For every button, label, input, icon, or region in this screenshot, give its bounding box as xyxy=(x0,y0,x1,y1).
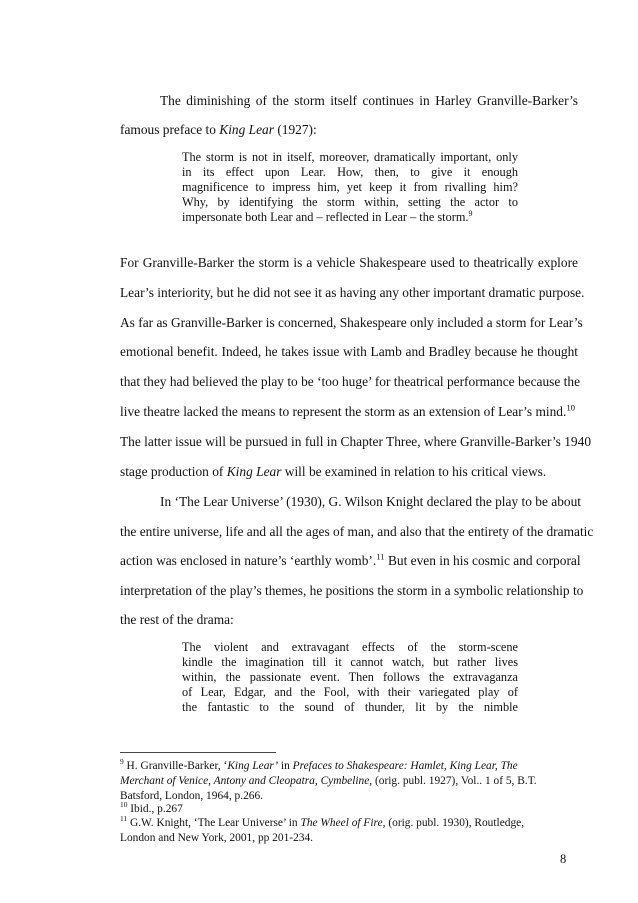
footnote-ref[interactable]: 10 xyxy=(566,402,576,413)
body-line: As far as Granville-Barker is concerned, Shakespeare only included a storm for Lear’s xyxy=(120,315,583,330)
quote-line: kindle the imagination till it cannot watch, but rather lives xyxy=(182,655,518,669)
footnote-text: (orig. publ. 1930), Routledge, xyxy=(385,817,525,829)
footnote-separator xyxy=(120,752,276,753)
footnote-italic: Prefaces to Shakespeare: Hamlet, King Lear, The xyxy=(292,760,518,772)
page-number: 8 xyxy=(560,852,567,866)
footnote-italic: Merchant of Venice, Antony and Cleopatra, Cymbeline xyxy=(120,775,370,787)
body-line xyxy=(120,122,578,138)
footnote-11 xyxy=(120,814,550,831)
footnote-italic: King Lear’ xyxy=(227,760,279,772)
footnote-ref[interactable]: 9 xyxy=(468,208,473,218)
body-text: famous preface to xyxy=(120,122,220,137)
body-text: live theatre lacked the means to represent the storm as an extension of Lear’s mind. xyxy=(120,404,567,419)
quote-line: the fantastic to the sound of thunder, lit by the nimble xyxy=(182,700,518,714)
body-line xyxy=(120,551,581,569)
body-line: The latter issue will be pursued in full in Chapter Three, where Granville-Barker’s 1940 xyxy=(120,434,592,449)
body-line: Lear’s interiority, but he did not see it as having any other important dramatic purpose. xyxy=(120,285,585,300)
quote-line: magnificence to impress him, yet keep it from rivalling him? xyxy=(182,180,518,194)
footnote-11-line2: London and New York, 2001, pp 201-234. xyxy=(120,832,313,844)
quote-line: The violent and extravagant effects of the storm-scene xyxy=(182,640,518,654)
body-text: will be examined in relation to his critical views. xyxy=(281,464,547,479)
body-line: interpretation of the play’s themes, he positions the storm in a symbolic relationship to xyxy=(120,583,584,598)
footnote-text: in xyxy=(278,760,293,772)
footnote-text: Ibid., p.267 xyxy=(127,803,183,815)
footnote-number: 11 xyxy=(120,814,128,824)
footnote-text: , (orig. publ. 1927), Vol.. 1 of 5, B.T. xyxy=(369,775,537,787)
body-text: action was enclosed in nature’s ‘earthly womb’. xyxy=(120,553,377,568)
footnote-9 xyxy=(120,757,550,774)
footnote-italic: The Wheel of Fire, xyxy=(300,817,386,829)
italic-title: King Lear xyxy=(219,122,274,137)
body-text: But even in his cosmic and corporal xyxy=(384,553,581,568)
body-line: the entire universe, life and all the ages of man, and also that the entirety of the dramatic xyxy=(120,524,594,539)
body-line: the rest of the drama: xyxy=(120,612,234,627)
body-line xyxy=(120,464,578,480)
footnote-9-line2 xyxy=(120,775,550,789)
body-text: stage production of xyxy=(120,464,227,479)
quote-line: The storm is not in itself, moreover, dramatically important, only xyxy=(182,150,518,164)
footnote-9-line3: Batsford, London, 1964, p.266. xyxy=(120,790,264,802)
footnote-number: 10 xyxy=(120,800,128,810)
quote-text: impersonate both Lear and – reflected in Lear – the storm. xyxy=(182,210,469,224)
body-line: In ‘The Lear Universe’ (1930), G. Wilson Knight declared the play to be about xyxy=(160,494,582,509)
footnote-ref[interactable]: 11 xyxy=(376,551,385,562)
footnote-text: G.W. Knight, ‘The Lear Universe’ in xyxy=(127,817,301,829)
quote-line: of Lear, Edgar, and the Fool, with their variegated play of xyxy=(182,685,518,699)
quote-line xyxy=(182,210,518,224)
body-line: For Granville-Barker the storm is a vehicle Shakespeare used to theatrically explore xyxy=(120,255,578,270)
footnote-text: H. Granville-Barker, ‘ xyxy=(123,760,228,772)
body-line: that they had believed the play to be ‘too huge’ for theatrical performance because the xyxy=(120,374,581,389)
body-text: (1927): xyxy=(273,122,317,137)
quote-line: in its effect upon Lear. How, then, to give it enough xyxy=(182,165,518,179)
footnote-10 xyxy=(120,800,550,817)
quote-line: within, the passionate event. Then follows the extravaganza xyxy=(182,670,518,684)
quote-line: Why, by identifying the storm within, setting the actor to xyxy=(182,195,518,209)
body-line xyxy=(120,404,578,420)
footnote-number: 9 xyxy=(120,757,124,767)
body-text: The diminishing of the storm itself continues in Harley Granville-Barker’s xyxy=(160,93,578,108)
body-line xyxy=(160,93,578,109)
body-line: emotional benefit. Indeed, he takes issue with Lamb and Bradley because he thought xyxy=(120,344,578,359)
italic-title: King Lear xyxy=(226,464,282,479)
